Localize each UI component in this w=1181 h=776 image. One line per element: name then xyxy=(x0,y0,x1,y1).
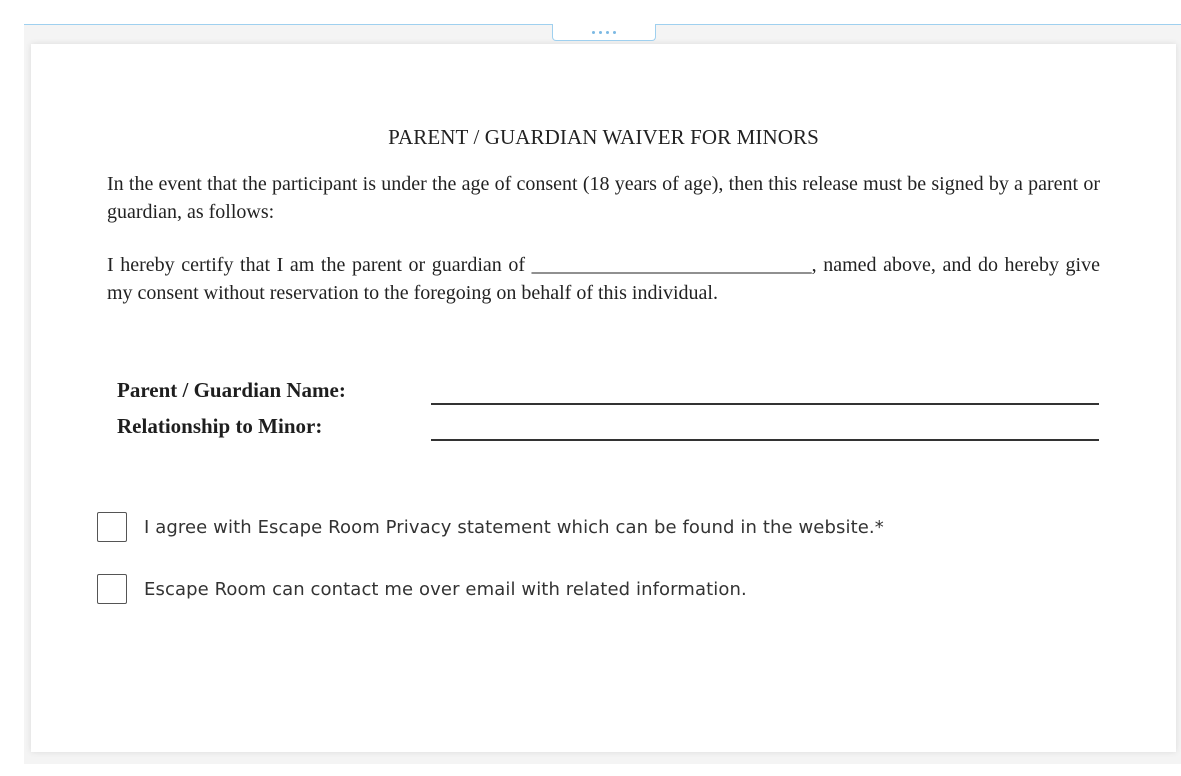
email-consent-row xyxy=(97,574,747,604)
email-consent-checkbox[interactable] xyxy=(97,574,127,604)
privacy-consent-label: I agree with Escape Room Privacy statement which can be found in the website.* xyxy=(144,516,884,538)
relationship-line xyxy=(431,439,1099,441)
consent-age-paragraph: In the event that the participant is under the age of consent (18 years of age), then this release must be signed by a parent or guardian, as follows: xyxy=(107,173,1100,223)
waiver-document xyxy=(31,44,1176,752)
document-title: PARENT / GUARDIAN WAIVER FOR MINORS xyxy=(388,125,819,149)
privacy-consent-checkbox[interactable] xyxy=(97,512,127,542)
guardian-name-line xyxy=(431,403,1099,405)
drag-handle-dot-icon xyxy=(599,31,602,34)
privacy-consent-row xyxy=(97,512,884,542)
drag-handle-dot-icon xyxy=(606,31,609,34)
guardian-name-label: Parent / Guardian Name: xyxy=(117,378,346,402)
drag-handle[interactable] xyxy=(552,24,656,41)
drag-handle-dot-icon xyxy=(613,31,616,34)
email-consent-label: Escape Room can contact me over email with related information. xyxy=(144,578,747,600)
relationship-label: Relationship to Minor: xyxy=(117,414,323,438)
drag-handle-dot-icon xyxy=(592,31,595,34)
guardian-certification-paragraph: I hereby certify that I am the parent or guardian of ____________________________, named above, and do hereby give my consent without reservation to the foregoing on behalf of this individual. xyxy=(107,254,1100,304)
